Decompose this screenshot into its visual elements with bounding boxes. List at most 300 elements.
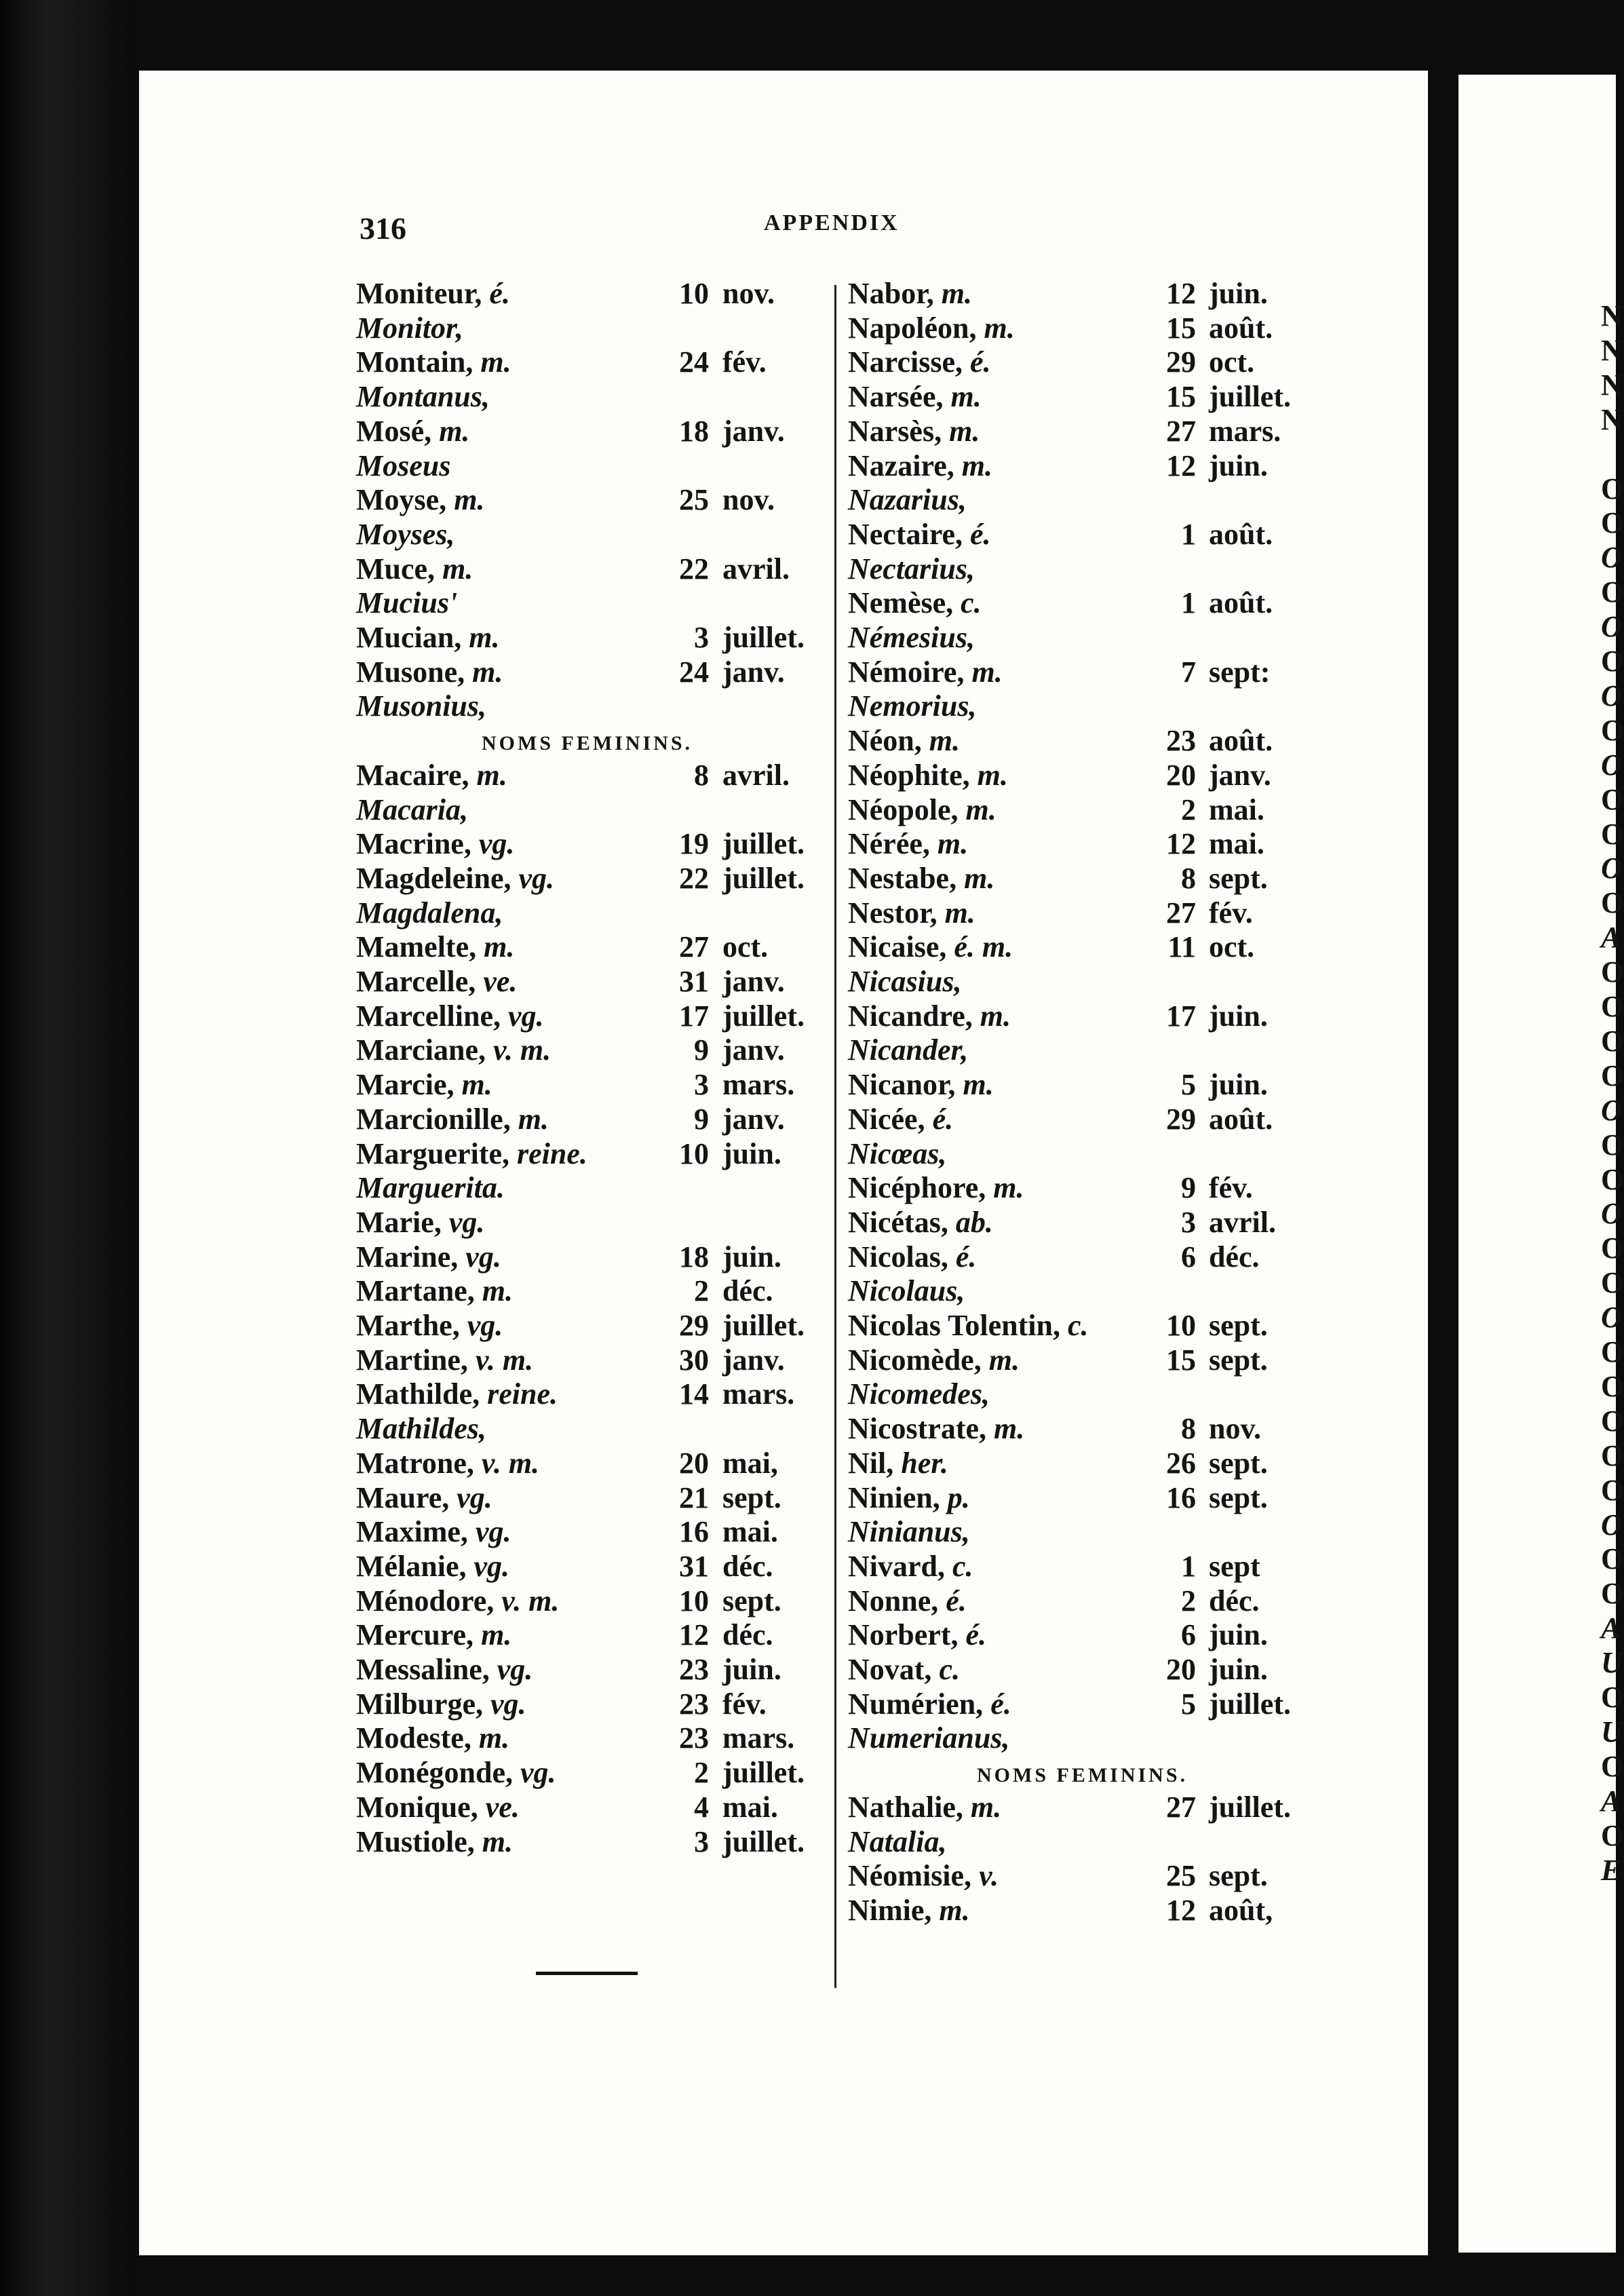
saint-qualifier: vg. [467,1309,503,1342]
calendar-entry [356,1791,899,1824]
saint-name: Matrone, [356,1446,474,1480]
feast-month: juin. [1209,1618,1268,1652]
saint-name-line [356,483,484,517]
saint-qualifier: m. [469,621,500,654]
calendar-entry [848,518,1385,552]
saint-name-line [848,380,982,414]
feast-day: 7 [1181,655,1196,689]
feast-day: 4 [694,1790,709,1824]
calendar-entry [848,1481,1385,1515]
next-page-letter: E [1601,1853,1621,1887]
feast-day: 12 [1166,277,1196,310]
feast-day: 12 [1166,1893,1196,1927]
calendar-entry [356,1240,899,1274]
calendar-entry [848,1894,1385,1928]
calendar-entry [356,1033,899,1067]
next-page-letter: O [1601,990,1624,1023]
feast-month: juillet. [722,1309,805,1342]
saint-name-line [356,1274,513,1308]
calendar-entry [356,1068,899,1102]
feast-month: janv. [722,1102,785,1136]
saint-name-line [356,1791,520,1824]
saint-name-line [848,1240,976,1274]
saint-qualifier: reine. [487,1377,558,1411]
saint-qualifier: m. [988,1343,1020,1377]
calendar-entry [356,1687,899,1721]
calendar-entry [356,1825,899,1859]
latin-name: Nicander, [848,1033,969,1067]
feast-day: 23 [679,1687,709,1721]
feast-month: mars. [722,1377,795,1411]
feast-month: sept. [722,1480,781,1514]
feast-day: 27 [1166,896,1196,930]
feast-month: juillet. [722,1756,805,1790]
saint-name-line [356,1756,556,1790]
saint-name-line [356,1033,551,1067]
saint-name: Nicanor, [848,1068,956,1102]
feast-day: 15 [1166,380,1196,414]
feast-month: déc. [722,1549,773,1583]
next-page-letter: O [1601,1058,1624,1092]
saint-name: Nicolas Tolentin, [848,1309,1060,1342]
saint-name-line [848,311,1015,345]
running-head: APPENDIX [764,210,900,235]
calendar-entry [356,1274,899,1308]
latin-name: Nemorius, [848,689,977,723]
feast-day: 23 [679,1653,709,1686]
next-page-letter: O [1601,1197,1623,1231]
saint-name-line [356,277,510,311]
saint-qualifier: é. [990,1687,1011,1721]
feast-month: nov. [722,483,775,517]
latin-name: Mucius' [356,586,458,620]
saint-name-line [848,1618,986,1652]
end-rule [536,1972,638,1975]
feast-month: nov. [1209,1412,1262,1446]
next-page-letter: O [1601,1818,1624,1852]
saint-qualifier: m. [461,1068,492,1102]
feast-day: 2 [694,1274,709,1308]
feast-month: janv. [722,414,785,448]
saint-name: Mélanie, [356,1549,467,1583]
feast-month: août. [1209,311,1273,345]
saint-name-line [848,1653,960,1687]
feast-month: janv. [722,1343,785,1377]
saint-name-line [848,930,1013,964]
calendar-entry [356,345,899,379]
saint-qualifier: é. [946,1584,967,1618]
saint-name: Ménodore, [356,1584,495,1618]
feast-month: sept. [1209,1859,1268,1893]
calendar-entry [848,1550,1385,1584]
feast-month: sept. [1209,1343,1268,1377]
saint-qualifier: p. [947,1480,970,1514]
saint-qualifier: m. [980,999,1011,1033]
feast-day: 3 [694,1824,709,1858]
saint-qualifier: m. [472,655,503,689]
saint-name: Ninien, [848,1480,940,1514]
saint-name: Nivard, [848,1549,945,1583]
next-page-letter: O [1601,575,1624,609]
saint-name: Nicostrate, [848,1412,987,1446]
calendar-entry [848,896,1385,930]
next-page-letter: O [1601,852,1623,885]
feast-day: 6 [1181,1240,1196,1274]
next-page-letter: O [1601,886,1624,920]
feast-month: juin. [722,1136,781,1170]
latin-name: Nicolaus, [848,1274,965,1308]
saint-qualifier: é. [965,1618,987,1652]
next-page-letter: O [1601,1577,1624,1611]
next-page-letter: O [1601,1301,1623,1335]
saint-name: Nathalie, [848,1790,963,1824]
saint-name-line [848,1859,999,1893]
saint-qualifier: vg. [473,1549,510,1583]
next-page-letter: O [1601,1335,1624,1369]
saint-name-line [356,965,517,999]
saint-name: Monégonde, [356,1756,513,1790]
feast-month: juillet. [722,999,805,1033]
feast-month: janv. [1209,758,1271,792]
feast-month: sept. [1209,861,1268,895]
saint-name-line [848,1068,994,1102]
saint-name-line [356,999,544,1033]
calendar-entry [848,380,1385,414]
feast-day: 26 [1166,1446,1196,1480]
calendar-entry [848,1653,1385,1687]
saint-qualifier: m. [950,380,982,414]
calendar-entry [356,1103,899,1136]
saint-qualifier: é. [955,1240,977,1274]
saint-qualifier: m. [481,1618,512,1652]
feast-month: août. [1209,1102,1273,1136]
saint-qualifier: m. [984,311,1015,345]
saint-name-line [356,552,473,586]
calendar-entry [356,999,899,1033]
saint-name-line [356,655,503,689]
latin-name: Nicomedes, [848,1377,990,1411]
saint-name: Néon, [848,724,922,758]
calendar-entry [848,1447,1385,1480]
calendar-entry [848,1309,1385,1343]
saint-qualifier: m. [965,792,997,826]
saint-qualifier: ve. [485,1790,520,1824]
saint-name-line [356,1103,549,1136]
saint-name-line [356,1825,513,1859]
saint-qualifier: v. m. [481,1446,540,1480]
saint-name: Mamelte, [356,930,477,964]
saint-name: Mucian, [356,621,462,654]
next-page-letter: O [1601,1508,1623,1542]
saint-name-line [848,415,980,448]
calendar-entry [356,1721,899,1755]
feast-day: 23 [1166,724,1196,758]
saint-name: Marcelline, [356,999,501,1033]
saint-qualifier: c. [961,586,982,620]
saint-name: Napoléon, [848,311,977,345]
calendar-entry [356,965,899,999]
feast-day: 18 [679,1240,709,1274]
feast-day: 19 [679,827,709,861]
feast-month: janv. [722,965,785,998]
saint-name-line [356,1240,501,1274]
saint-name-line [356,1068,492,1102]
feast-day: 2 [1181,792,1196,826]
saint-name-line [356,415,469,448]
calendar-entry [848,1584,1385,1618]
calendar-entry [356,1653,899,1687]
feast-day: 20 [1166,1653,1196,1686]
saint-qualifier: ve. [483,965,518,998]
feast-day: 5 [1181,1687,1196,1721]
saint-name: Mercure, [356,1618,474,1652]
saint-name: Mustiole, [356,1824,475,1858]
feast-month: juillet. [1209,1687,1291,1721]
saint-name: Musone, [356,655,465,689]
next-page-fragment [1458,75,1624,2253]
next-page-letter: O [1601,1128,1624,1162]
latin-name: Macaria, [356,792,468,826]
feast-month: juillet. [1209,380,1291,414]
feast-day: 11 [1167,930,1196,964]
saint-qualifier: m. [484,930,515,964]
feast-month: mai. [722,1515,778,1549]
saint-qualifier: vg. [520,1756,556,1790]
saint-qualifier: m. [977,758,1008,792]
feast-day: 17 [679,999,709,1033]
next-page-letter: O [1601,1542,1624,1576]
saint-name: Moyse, [356,483,447,517]
saint-qualifier: vg. [508,999,544,1033]
feast-month: fév. [722,1687,767,1721]
saint-name: Macrine, [356,827,471,861]
feast-month: déc. [722,1618,773,1652]
saint-name-line [848,1412,1024,1446]
latin-name: Magdalena, [356,896,503,930]
saint-name: Marie, [356,1205,442,1239]
feast-day: 9 [1181,1171,1196,1205]
feast-day: 30 [679,1343,709,1377]
feast-day: 10 [1166,1309,1196,1342]
saint-name: Nicomède, [848,1343,982,1377]
saint-qualifier: m. [937,827,969,861]
saint-name: Martine, [356,1343,468,1377]
feast-day: 29 [1166,1102,1196,1136]
saint-qualifier: v. m. [501,1584,560,1618]
calendar-entry [848,1859,1385,1893]
feast-day: 2 [1181,1584,1196,1618]
saint-name: Néomisie, [848,1859,972,1893]
saint-name-line [356,1721,509,1755]
feast-day: 3 [694,621,709,654]
saint-name-line [848,759,1008,792]
saint-qualifier: reine. [517,1136,587,1170]
feast-day: 6 [1181,1618,1196,1652]
calendar-entry [356,415,899,448]
saint-qualifier: m. [963,1068,994,1102]
saint-qualifier: é. [489,277,510,310]
calendar-entry [356,1447,899,1480]
feast-day: 16 [1166,1480,1196,1514]
saint-name-line [848,655,1003,689]
feast-day: 16 [679,1515,709,1549]
saint-qualifier: vg. [518,861,555,895]
next-page-letter: O [1601,1266,1624,1300]
saint-name: Marcionille, [356,1102,511,1136]
saint-name: Nemèse, [848,586,954,620]
feast-month: fév. [722,345,767,379]
saint-qualifier: m. [929,724,961,758]
next-page-letter: O [1601,1162,1624,1196]
latin-name: Monitor, [356,311,463,345]
saint-qualifier: m. [941,277,972,310]
feast-month: juin. [1209,1068,1268,1102]
feast-month: juillet. [722,621,805,654]
next-page-letter: O [1601,610,1623,644]
feast-day: 5 [1181,1068,1196,1102]
saint-name: Némoire, [848,655,965,689]
feast-day: 29 [679,1309,709,1342]
saint-qualifier: vg. [497,1653,533,1686]
calendar-entry [848,1240,1385,1274]
saint-name-line [356,1206,484,1240]
calendar-entry [848,930,1385,964]
next-page-letter: O [1601,472,1624,505]
feast-day: 21 [679,1480,709,1514]
saint-name: Milburge, [356,1687,483,1721]
feast-day: 14 [679,1377,709,1411]
saint-name: Narsée, [848,380,944,414]
calendar-entry [356,1309,899,1343]
feast-month: août, [1209,1893,1273,1927]
saint-name-line [356,862,554,896]
saint-name: Marguerite, [356,1136,509,1170]
calendar-entry [356,621,899,655]
calendar-entry [848,415,1385,448]
page-number: 316 [360,211,406,246]
calendar-entry [848,277,1385,311]
saint-name-line [848,345,991,379]
feast-day: 27 [1166,1790,1196,1824]
saint-name-line [848,277,972,311]
feast-day: 3 [1181,1205,1196,1239]
saint-qualifier: m. [964,861,995,895]
next-page-letter: O [1601,1369,1624,1403]
saint-name-line [356,759,507,792]
saint-name: Marine, [356,1240,459,1274]
calendar-entry [848,1068,1385,1102]
saint-qualifier: c. [952,1549,973,1583]
feast-month: déc. [1209,1584,1260,1618]
feast-month: août. [1209,586,1273,620]
feast-month: sept. [722,1584,781,1618]
feast-day: 25 [1166,1859,1196,1893]
saint-qualifier: m. [478,1721,510,1755]
saint-qualifier: é. [969,517,991,551]
next-page-letter: N [1601,333,1623,367]
saint-qualifier: m. [944,896,975,930]
feast-day: 1 [1181,586,1196,620]
feast-month: juillet. [722,861,805,895]
saint-name-line [848,1206,993,1240]
saint-name-line [848,724,960,758]
feast-month: fév. [1209,896,1253,930]
saint-name: Nestor, [848,896,937,930]
saint-name: Néophite, [848,758,970,792]
next-page-letter: O [1601,817,1624,851]
next-page-letter: A [1601,921,1621,955]
saint-name-line [848,896,975,930]
feast-day: 1 [1181,1549,1196,1583]
calendar-entry [356,827,899,861]
saint-name: Maure, [356,1480,450,1514]
saint-name: Nil, [848,1446,894,1480]
feast-month: sept: [1209,655,1271,689]
feast-day: 8 [1181,1412,1196,1446]
feast-day: 8 [694,758,709,792]
feast-month: juillet. [722,1824,805,1858]
saint-name: Narcisse, [848,345,963,379]
saint-name: Monique, [356,1790,478,1824]
calendar-entry [848,999,1385,1033]
saint-name-line [848,1550,973,1584]
saint-qualifier: m. [439,414,470,448]
saint-name-line [848,1447,948,1480]
saint-name: Marciane, [356,1033,486,1067]
saint-qualifier: m. [970,1790,1002,1824]
saint-name: Nestabe, [848,861,957,895]
saint-name-line [848,1171,1024,1205]
feast-month: août. [1209,517,1273,551]
saint-qualifier: é. m. [954,930,1013,964]
saint-qualifier: m. [993,1171,1024,1205]
saint-qualifier: vg. [475,1515,511,1549]
calendar-entry [848,655,1385,689]
feast-day: 23 [679,1721,709,1755]
feast-day: 12 [1166,448,1196,482]
feast-day: 31 [679,965,709,998]
feast-day: 27 [679,930,709,964]
feast-month: déc. [1209,1240,1260,1274]
saint-name: Novat, [848,1653,932,1686]
feast-month: mai. [722,1790,778,1824]
feast-day: 10 [679,1584,709,1618]
calendar-entry [848,759,1385,792]
next-page-letter: O [1601,1024,1624,1058]
calendar-entry [848,449,1385,483]
saint-name-line [848,1309,1089,1343]
feast-month: mars. [722,1068,795,1102]
next-page-letter: O [1601,1749,1624,1783]
saint-name: Macaire, [356,758,469,792]
calendar-entry [848,1206,1385,1240]
saint-name-line [356,1137,587,1171]
saint-qualifier: c. [1067,1309,1089,1342]
calendar-entry [848,1412,1385,1446]
saint-name: Nérée, [848,827,930,861]
saint-name-line [848,449,992,483]
next-page-letter: O [1601,1681,1624,1714]
feast-day: 3 [694,1068,709,1102]
latin-name: Moyses, [356,517,455,551]
saint-name: Numérien, [848,1687,984,1721]
feast-day: 24 [679,345,709,379]
feast-day: 17 [1166,999,1196,1033]
saint-name-line [848,1584,967,1618]
saint-name: Nicée, [848,1102,925,1136]
feast-month: janv. [722,1033,785,1067]
calendar-entry [356,277,899,311]
